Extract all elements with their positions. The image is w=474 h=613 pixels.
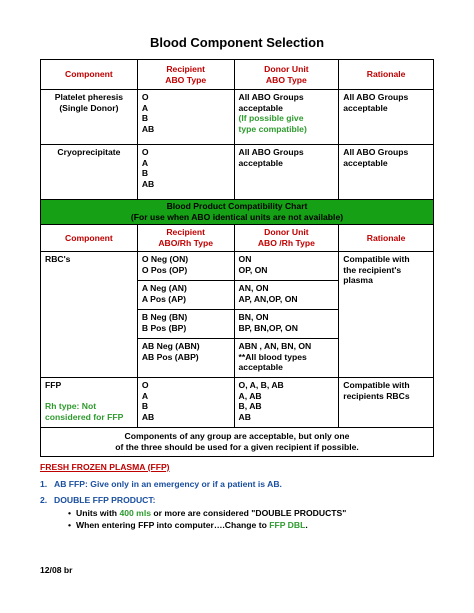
compatibility-chart-band bbox=[41, 200, 434, 225]
donor-type: AB bbox=[238, 411, 251, 422]
ffp-item-1 bbox=[40, 478, 434, 491]
rbc-donor-o bbox=[234, 252, 339, 281]
bullet-text: or more are considered "DOUBLE PRODUCTS" bbox=[151, 507, 347, 518]
table-row-ffp bbox=[41, 378, 434, 428]
rbc-donor-ab bbox=[234, 339, 339, 378]
platelet-recipient bbox=[137, 90, 234, 145]
ffp-rh-note: considered for FFP bbox=[45, 411, 124, 422]
ffp-component bbox=[41, 378, 138, 428]
recipient-type: A Neg (AN) bbox=[141, 283, 187, 293]
footer-date: 12/08 br bbox=[40, 565, 73, 575]
recipient-type: AB Pos (ABP) bbox=[141, 351, 199, 362]
donor-note-green: type compatible) bbox=[238, 123, 307, 134]
donor-type: AN, ON bbox=[238, 283, 269, 293]
donor-type: ON bbox=[238, 254, 252, 264]
header-recipient-line2: ABO Type bbox=[165, 74, 207, 85]
ffp-recipient bbox=[137, 378, 234, 428]
header-rationale: Rationale bbox=[339, 60, 434, 90]
recipient-type: A bbox=[141, 157, 149, 168]
recipient-type: O Pos (OP) bbox=[141, 264, 188, 275]
recipient-type: B bbox=[141, 401, 149, 412]
header-component: Component bbox=[41, 60, 138, 90]
header-donor-2 bbox=[234, 225, 339, 252]
header-recipient-line2: ABO/Rh Type bbox=[158, 238, 214, 248]
rationale-text: acceptable bbox=[343, 102, 388, 113]
rbc-donor-a bbox=[234, 281, 339, 310]
header-recipient-2 bbox=[137, 225, 234, 252]
item-text: DOUBLE FFP PRODUCT: bbox=[54, 495, 156, 505]
rationale-text: All ABO Groups bbox=[343, 147, 409, 157]
header-donor-line2: ABO /Rh Type bbox=[257, 238, 315, 248]
recipient-type: B Neg (BN) bbox=[141, 312, 188, 322]
item-number: 2. bbox=[40, 495, 48, 505]
page-title: Blood Component Selection bbox=[149, 35, 325, 50]
ffp-bullet-2 bbox=[40, 519, 434, 532]
donor-text: All ABO Groups bbox=[238, 92, 304, 102]
table-row-rbc-o bbox=[41, 252, 434, 281]
rbc-recipient-o bbox=[137, 252, 234, 281]
bullet-text: . bbox=[305, 520, 308, 530]
compatibility-chart-band-row bbox=[41, 200, 434, 225]
bullet-text: When entering FFP into computer….Change to bbox=[76, 520, 270, 530]
donor-type: A, AB bbox=[238, 390, 262, 401]
ffp-bullet-1 bbox=[40, 507, 434, 520]
rationale-text: Compatible with bbox=[343, 380, 410, 390]
cryo-recipient bbox=[137, 145, 234, 200]
rationale-text: acceptable bbox=[343, 157, 388, 168]
table2-header-row bbox=[41, 225, 434, 252]
recipient-type: O bbox=[141, 147, 149, 157]
recipient-type: O bbox=[141, 380, 149, 390]
header-donor bbox=[234, 60, 339, 90]
item-text: AB FFP: Give only in an emergency or if a patient is AB. bbox=[54, 478, 282, 489]
recipient-type: B bbox=[141, 168, 149, 179]
platelet-component bbox=[41, 90, 138, 145]
table-row-cryoprecipitate bbox=[41, 145, 434, 200]
donor-type: BP, BN,OP, ON bbox=[238, 322, 298, 333]
platelet-label-line1: Platelet pheresis bbox=[54, 92, 124, 102]
table1-header-row bbox=[41, 60, 434, 90]
platelet-donor bbox=[234, 90, 339, 145]
bullet-icon: • bbox=[68, 507, 72, 518]
recipient-type: B Pos (BP) bbox=[141, 322, 187, 333]
bullet-highlight: FFP DBL bbox=[269, 520, 306, 530]
rbc-recipient-ab bbox=[137, 339, 234, 378]
donor-type: OP, ON bbox=[238, 264, 268, 275]
rationale-text: the recipient's plasma bbox=[343, 264, 402, 286]
rbc-component: RBC's bbox=[41, 252, 138, 378]
item-number: 1. bbox=[40, 478, 48, 489]
donor-type: acceptable bbox=[238, 362, 283, 373]
recipient-type: A bbox=[141, 390, 149, 401]
header-donor-line1: Donor Unit bbox=[264, 63, 309, 74]
ffp-rh-note: Rh type: Not bbox=[45, 401, 97, 412]
rbc-rationale bbox=[339, 252, 434, 378]
ffp-section bbox=[40, 461, 434, 532]
rationale-text: All ABO Groups bbox=[343, 92, 409, 102]
donor-type: B, AB bbox=[238, 401, 262, 412]
note-line1: Components of any group are acceptable, but only one bbox=[124, 431, 350, 442]
header-recipient-line1: Recipient bbox=[166, 63, 206, 74]
header-donor-line2: ABO Type bbox=[265, 74, 307, 85]
cryo-donor bbox=[234, 145, 339, 200]
recipient-type: O Neg (ON) bbox=[141, 254, 189, 264]
rationale-text: Compatible with bbox=[343, 254, 410, 264]
table-note-row bbox=[41, 428, 434, 457]
header-recipient-line1: Recipient bbox=[166, 227, 206, 238]
ffp-heading: FRESH FROZEN PLASMA (FFP) bbox=[40, 462, 170, 472]
rbc-donor-b bbox=[234, 310, 339, 339]
header-rationale-2: Rationale bbox=[339, 225, 434, 252]
donor-type: ABN , AN, BN, ON bbox=[238, 341, 312, 351]
donor-type: AP, AN,OP, ON bbox=[238, 293, 298, 304]
bullet-text: Units with bbox=[76, 507, 120, 518]
ffp-label: FFP bbox=[45, 380, 62, 390]
recipient-type: AB bbox=[141, 178, 155, 189]
rbc-recipient-a bbox=[137, 281, 234, 310]
recipient-type: B bbox=[141, 113, 149, 124]
donor-type: O, A, B, AB bbox=[238, 380, 284, 390]
band-title: Blood Product Compatibility Chart bbox=[166, 201, 308, 212]
cryo-rationale bbox=[339, 145, 434, 200]
bullet-icon: • bbox=[68, 520, 72, 530]
header-recipient bbox=[137, 60, 234, 90]
table-row-platelet bbox=[41, 90, 434, 145]
recipient-type: A Pos (AP) bbox=[141, 293, 186, 304]
recipient-type: O bbox=[141, 92, 149, 102]
rationale-text: recipients RBCs bbox=[343, 390, 410, 401]
ffp-donor bbox=[234, 378, 339, 428]
recipient-type: AB bbox=[141, 123, 155, 134]
platelet-rationale bbox=[339, 90, 434, 145]
header-component-2: Component bbox=[41, 225, 138, 252]
recipient-type: A bbox=[141, 102, 149, 113]
bullet-highlight: 400 mls bbox=[119, 507, 151, 518]
blood-component-table bbox=[40, 59, 434, 457]
rbc-recipient-b bbox=[137, 310, 234, 339]
band-subtitle: (For use when ABO identical units are not available) bbox=[130, 212, 344, 222]
donor-type: BN, ON bbox=[238, 312, 269, 322]
recipient-type: AB Neg (ABN) bbox=[141, 341, 200, 351]
donor-type: **All blood types bbox=[238, 351, 307, 362]
platelet-label-line2: (Single Donor) bbox=[59, 102, 119, 113]
note-line2: of the three should be used for a given recipient if possible. bbox=[115, 442, 359, 452]
header-donor-line1: Donor Unit bbox=[264, 227, 309, 238]
cryo-component: Cryoprecipitate bbox=[41, 145, 138, 200]
donor-text: All ABO Groups bbox=[238, 147, 304, 157]
recipient-type: AB bbox=[141, 411, 155, 422]
donor-text: acceptable bbox=[238, 157, 283, 168]
donor-text: acceptable bbox=[238, 102, 283, 113]
table-note bbox=[41, 428, 434, 457]
donor-note-green: (If possible give bbox=[238, 113, 304, 124]
ffp-rationale bbox=[339, 378, 434, 428]
ffp-item-2 bbox=[40, 494, 434, 507]
